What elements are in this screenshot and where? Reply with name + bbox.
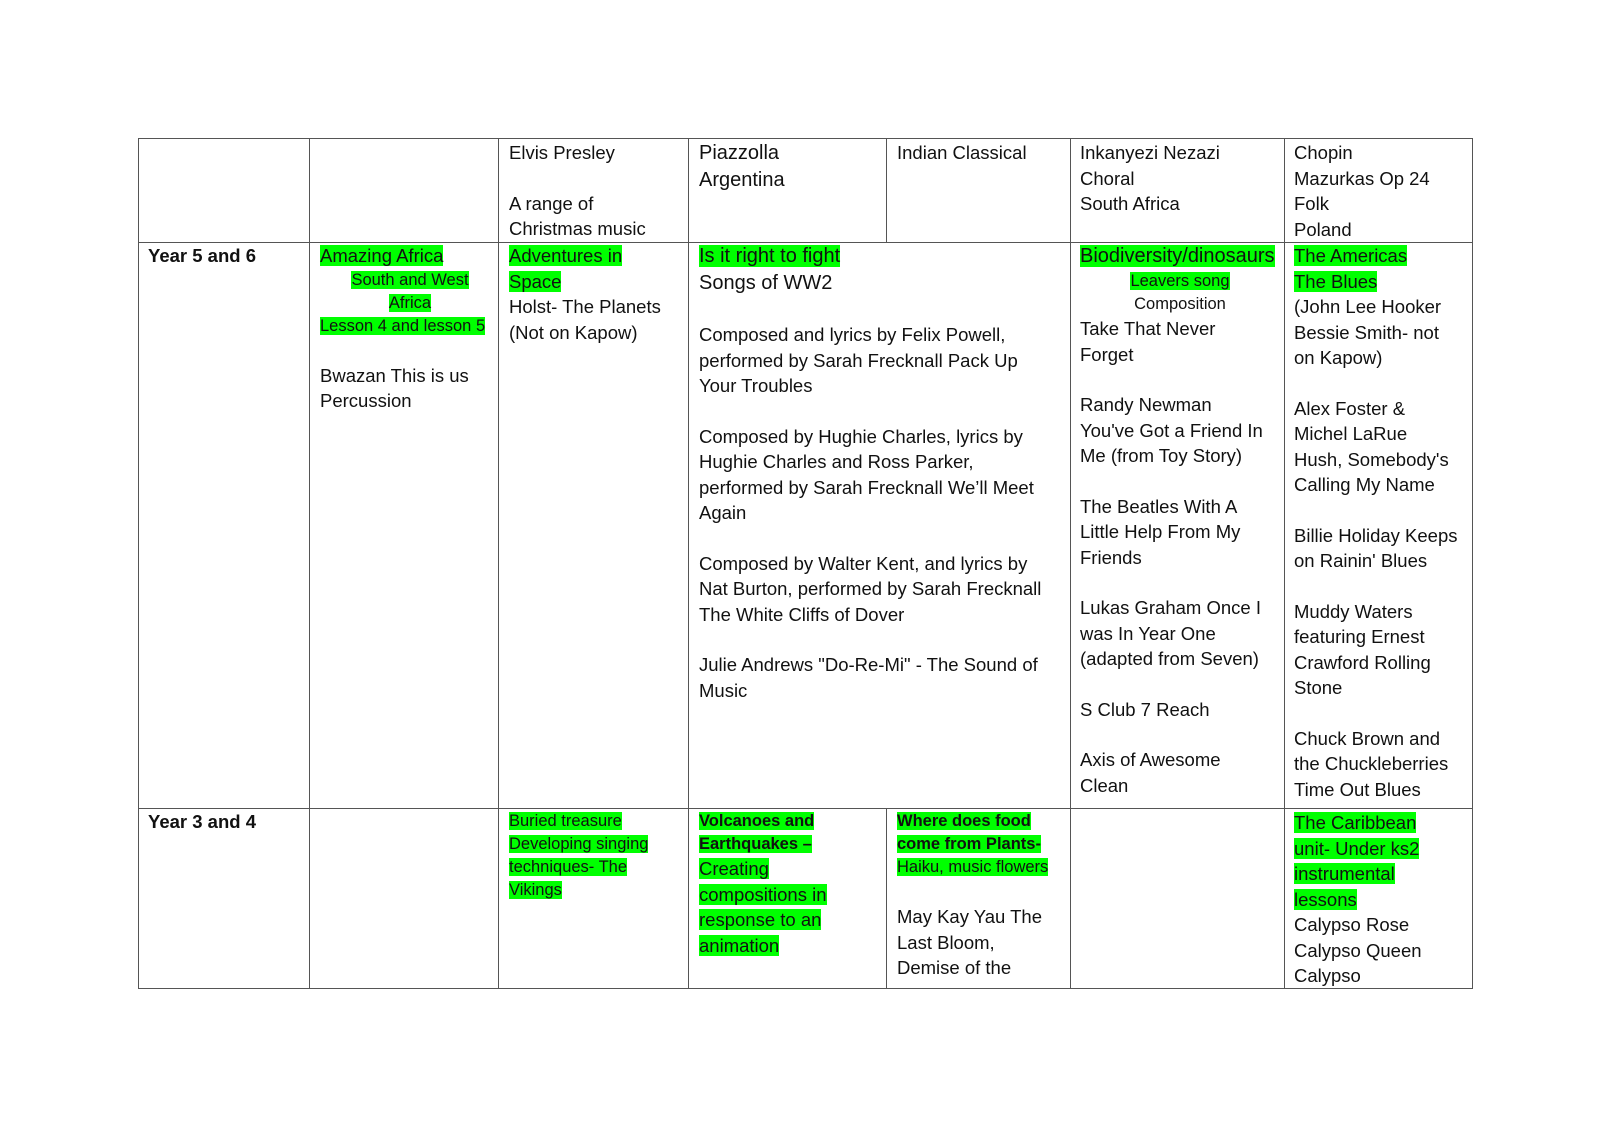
piece-percussion: Percussion [320, 390, 412, 411]
header-cell-piazzolla [699, 140, 884, 194]
col-divider-6 [1284, 138, 1285, 989]
row-divider-2 [138, 808, 1472, 809]
col-divider-1 [309, 138, 310, 989]
year34-col4 [897, 810, 1069, 981]
topic-caribbean-l3: instrumental [1294, 863, 1395, 884]
year34-col6 [1294, 810, 1469, 989]
topic-adventures-1: Adventures in [509, 245, 623, 266]
header-indian-line1: Indian Classical [897, 142, 1027, 163]
leavers-p6-l2: Clean [1080, 774, 1129, 796]
topic-food-l1: Where does food [897, 812, 1031, 830]
blues-p2-l4: Calling My Name [1294, 474, 1435, 495]
leavers-p2-l3: Me (from Toy Story) [1080, 445, 1243, 466]
col-divider-5 [1070, 138, 1071, 989]
table-border-right [1472, 138, 1473, 989]
leavers-p2-l1: Randy Newman [1080, 394, 1212, 415]
piece-calypso-l2: Calypso Queen [1294, 939, 1422, 961]
topic-buried-l2: Developing singing [509, 835, 649, 853]
col-divider-4-bottom [886, 808, 887, 989]
piece-maykay-l2: Last Bloom, [897, 931, 995, 953]
leavers-p3-l3: Friends [1080, 546, 1142, 568]
topic-buried-l3: techniques- The [509, 858, 628, 876]
topic-amazing-africa: Amazing Africa [320, 245, 444, 266]
blues-p3-l1: Billie Holiday Keeps [1294, 524, 1458, 546]
col-divider-4-top [886, 138, 887, 243]
ww2-p2-l4: Again [699, 502, 747, 523]
header-chopin-line4: Poland [1294, 218, 1352, 240]
ww2-p1-l1: Composed and lyrics by Felix Powell, [699, 324, 1006, 345]
leavers-p6-l1: Axis of Awesome [1080, 749, 1221, 770]
topic-caribbean-l4: lessons [1294, 888, 1357, 910]
topic-sub-2: Africa [388, 293, 432, 312]
blues-p5-l1: Chuck Brown and [1294, 727, 1441, 749]
blues-p4-l3: Crawford Rolling [1294, 651, 1431, 673]
year56-col2 [509, 243, 689, 345]
year56-col5 [1080, 243, 1280, 798]
ww2-p3-l2: Nat Burton, performed by Sarah Frecknall [699, 578, 1042, 599]
piece-calypso-l3: Calypso [1294, 965, 1361, 986]
row-label-year34: Year 3 and 4 [148, 811, 256, 832]
topic-sub-1: South and West [351, 270, 469, 289]
table-border-bottom [138, 988, 1472, 989]
leavers-p5: S Club 7 Reach [1080, 698, 1210, 720]
header-inkanyezi-line3: South Africa [1080, 193, 1180, 214]
table-border-top [138, 138, 1472, 139]
topic-volcanoes-l2: Earthquakes – [699, 835, 812, 853]
ww2-p1-l3: Your Troubles [699, 375, 813, 396]
blues-p5-l2: the Chuckleberries [1294, 753, 1449, 774]
piece-maykay-l3: Demise of the [897, 957, 1012, 978]
header-chopin-line1: Chopin [1294, 142, 1353, 163]
header-cell-elvis [509, 140, 694, 242]
topic-caribbean-l1: The Caribbean [1294, 812, 1417, 833]
ww2-p2-l1: Composed by Hughie Charles, lyrics by [699, 425, 1023, 447]
topic-right-to-fight: Is it right to fight [699, 245, 841, 267]
leavers-p3-l1: The Beatles With A [1080, 495, 1238, 517]
topic-haiku: Haiku, music flowers [897, 858, 1049, 876]
blues-p2-l3: Hush, Somebody's [1294, 448, 1449, 470]
leavers-p1-l1: Take That Never [1080, 318, 1216, 339]
blues-p3-l2: on Rainin' Blues [1294, 550, 1428, 571]
header-elvis-line2: A range of [509, 192, 594, 214]
blues-p1-l3: on Kapow) [1294, 347, 1383, 368]
topic-food-l2: come from Plants- [897, 835, 1041, 853]
leavers-p4-l2: was In Year One [1080, 622, 1216, 644]
blues-p2-l1: Alex Foster & [1294, 397, 1406, 419]
year56-col6 [1294, 243, 1469, 802]
topic-volcanoes-l1: Volcanoes and [699, 812, 815, 830]
year56-col3 [699, 243, 1069, 703]
topic-blues: The Blues [1294, 270, 1378, 292]
topic-sub-3: Lesson 4 and lesson 5 [320, 316, 486, 335]
leavers-p1-l2: Forget [1080, 343, 1134, 365]
ww2-p1-l2: performed by Sarah Frecknall Pack Up [699, 349, 1018, 371]
header-elvis-line1: Elvis Presley [509, 142, 615, 163]
ww2-p4-l1: Julie Andrews "Do-Re-Mi" - The Sound of [699, 654, 1038, 675]
leavers-p4-l3: (adapted from Seven) [1080, 648, 1259, 669]
topic-buried-l1: Buried treasure [509, 812, 622, 830]
row-label-year56: Year 5 and 6 [148, 245, 256, 266]
blues-p4-l2: featuring Ernest [1294, 626, 1425, 647]
ww2-p3-l3: The White Cliffs of Dover [699, 603, 905, 625]
ww2-p2-l2: Hughie Charles and Ross Parker, [699, 451, 974, 472]
blues-p4-l4: Stone [1294, 677, 1343, 698]
piece-holst: Holst- The Planets [509, 296, 661, 317]
blues-p5-l3: Time Out Blues [1294, 778, 1421, 800]
topic-biodiversity: Biodiversity/dinosaurs [1080, 245, 1275, 267]
header-inkanyezi-line1: Inkanyezi Nezazi [1080, 142, 1220, 163]
header-elvis-line3: Christmas music [509, 218, 646, 239]
topic-adventures-2: Space [509, 270, 562, 292]
topic-composition: Composition [1134, 295, 1226, 313]
piece-bwazan: Bwazan This is us [320, 364, 469, 386]
piece-holst-note: (Not on Kapow) [509, 321, 638, 343]
header-chopin-line3: Folk [1294, 193, 1329, 214]
table-border-left [138, 138, 139, 989]
blues-p2-l2: Michel LaRue [1294, 423, 1408, 444]
header-cell-chopin [1294, 140, 1469, 242]
piece-calypso-l1: Calypso Rose [1294, 914, 1410, 935]
topic-caribbean-l2: unit- Under ks2 [1294, 837, 1420, 859]
header-cell-indian [897, 140, 1067, 166]
leavers-p3-l2: Little Help From My [1080, 521, 1241, 542]
header-piazzolla-line1: Piazzolla [699, 142, 780, 164]
piece-maykay-l1: May Kay Yau The [897, 906, 1043, 927]
topic-volcanoes-l6: animation [699, 934, 780, 956]
blues-p1-l1: (John Lee Hooker [1294, 296, 1442, 317]
ww2-p2-l3: performed by Sarah Frecknall We’ll Meet [699, 476, 1034, 498]
leavers-p4-l1: Lukas Graham Once I [1080, 597, 1261, 618]
year56-col1 [320, 243, 500, 414]
header-inkanyezi-line2: Choral [1080, 167, 1135, 189]
blues-p4-l1: Muddy Waters [1294, 600, 1413, 622]
topic-americas: The Americas [1294, 245, 1408, 266]
ww2-p3-l1: Composed by Walter Kent, and lyrics by [699, 552, 1028, 574]
topic-volcanoes-l4: compositions in [699, 883, 827, 905]
year34-col3 [699, 810, 884, 958]
topic-leavers-song: Leavers song [1130, 272, 1230, 290]
header-cell-inkanyezi [1080, 140, 1280, 217]
ww2-p4-l2: Music [699, 679, 748, 701]
leavers-p2-l2: You've Got a Friend In [1080, 419, 1263, 441]
topic-volcanoes-l3: Creating [699, 858, 769, 879]
blues-p1-l2: Bessie Smith- not [1294, 321, 1439, 343]
header-chopin-line2: Mazurkas Op 24 [1294, 167, 1430, 189]
header-piazzolla-line2: Argentina [699, 169, 785, 191]
subtitle-songs-ww2: Songs of WW2 [699, 272, 833, 294]
topic-buried-l4: Vikings [509, 881, 562, 899]
topic-volcanoes-l5: response to an [699, 909, 822, 930]
year34-col2 [509, 810, 689, 902]
